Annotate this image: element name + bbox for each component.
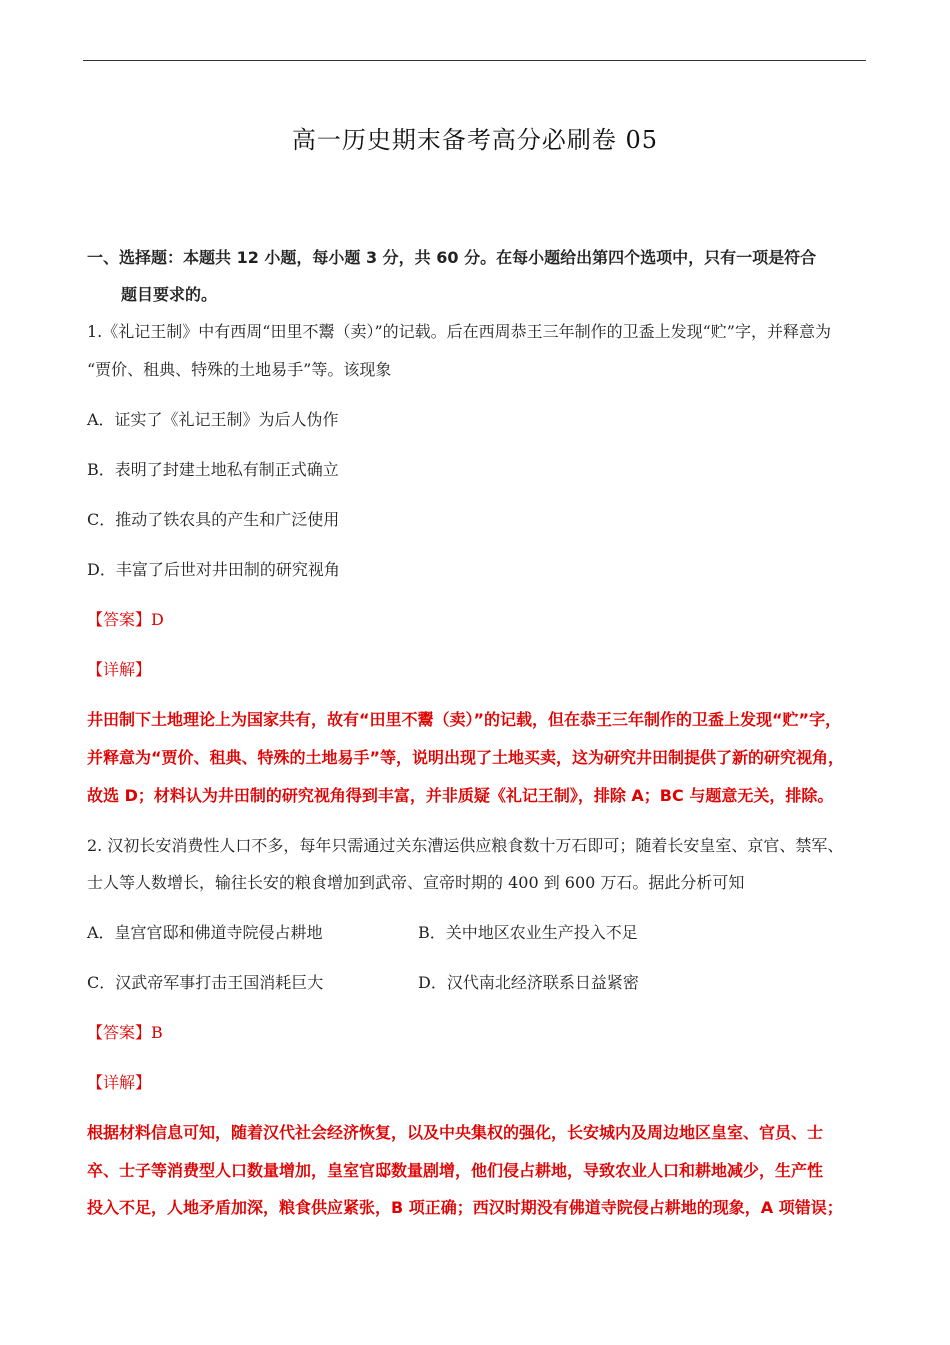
q2-stem-line2: 士人等人数增长，输往长安的粮食增加到武帝、宣帝时期的 400 到 600 万石。据此分析可知 — [87, 873, 745, 892]
q1-answer: 【答案】D — [87, 610, 164, 629]
q1-explain-line1: 井田制下土地理论上为国家共有，故有“田里不鬻（卖）”的记载，但在恭王三年制作的卫盉上发现“贮”字， — [87, 710, 842, 729]
q1-stem-line1: 1.《礼记王制》中有西周“田里不鬻（卖）”的记载。后在西周恭王三年制作的卫盉上发现“贮”字，并释意为 — [87, 322, 831, 341]
q1-stem-line2: “贾价、租典、特殊的土地易手”等。该现象 — [87, 360, 392, 379]
q2-option-d: D．汉代南北经济联系日益紧密 — [418, 973, 639, 992]
header-rule — [83, 60, 866, 61]
q2-explain-label: 【详解】 — [87, 1073, 152, 1092]
q1-option-a: A．证实了《礼记王制》为后人伪作 — [87, 410, 339, 429]
q2-option-b: B．关中地区农业生产投入不足 — [418, 923, 638, 942]
q2-option-a: A．皇宫官邸和佛道寺院侵占耕地 — [87, 923, 323, 942]
q1-option-c: C．推动了铁农具的产生和广泛使用 — [87, 510, 340, 529]
section-heading-line2: 题目要求的。 — [121, 285, 218, 304]
q1-explain-line3: 故选 D；材料认为井田制的研究视角得到丰富，并非质疑《礼记王制》，排除 A；BC 与题意无关，排除。 — [87, 786, 834, 805]
q2-explain-line2: 卒、士子等消费型人口数量增加，皇室官邸数量剧增，他们侵占耕地，导致农业人口和耕地减少，生产性 — [87, 1161, 824, 1180]
q1-option-b: B．表明了封建土地私有制正式确立 — [87, 460, 339, 479]
q2-stem-line1: 2. 汉初长安消费性人口不多，每年只需通过关东漕运供应粮食数十万石即可；随着长安皇室、京官、禁军、 — [87, 836, 844, 855]
q1-explain-label: 【详解】 — [87, 660, 152, 679]
q1-option-d: D．丰富了后世对井田制的研究视角 — [87, 560, 340, 579]
page-title: 高一历史期末备考高分必刷卷 05 — [291, 126, 659, 154]
q2-explain-line3: 投入不足，人地矛盾加深，粮食供应紧张，B 项正确；西汉时期没有佛道寺院侵占耕地的现象，A 项错误； — [87, 1198, 843, 1217]
q2-option-c: C．汉武帝军事打击王国消耗巨大 — [87, 973, 324, 992]
q2-answer: 【答案】B — [87, 1023, 163, 1042]
section-heading-line1: 一、选择题：本题共 12 小题，每小题 3 分，共 60 分。在每小题给出第四个选项中，只有一项是符合 — [87, 248, 817, 267]
q2-explain-line1: 根据材料信息可知，随着汉代社会经济恢复，以及中央集权的强化，长安城内及周边地区皇室、官员、士 — [87, 1123, 824, 1142]
q1-explain-line2: 并释意为“贾价、租典、特殊的土地易手”等，说明出现了土地买卖，这为研究井田制提供了新的研究视角， — [87, 748, 845, 767]
